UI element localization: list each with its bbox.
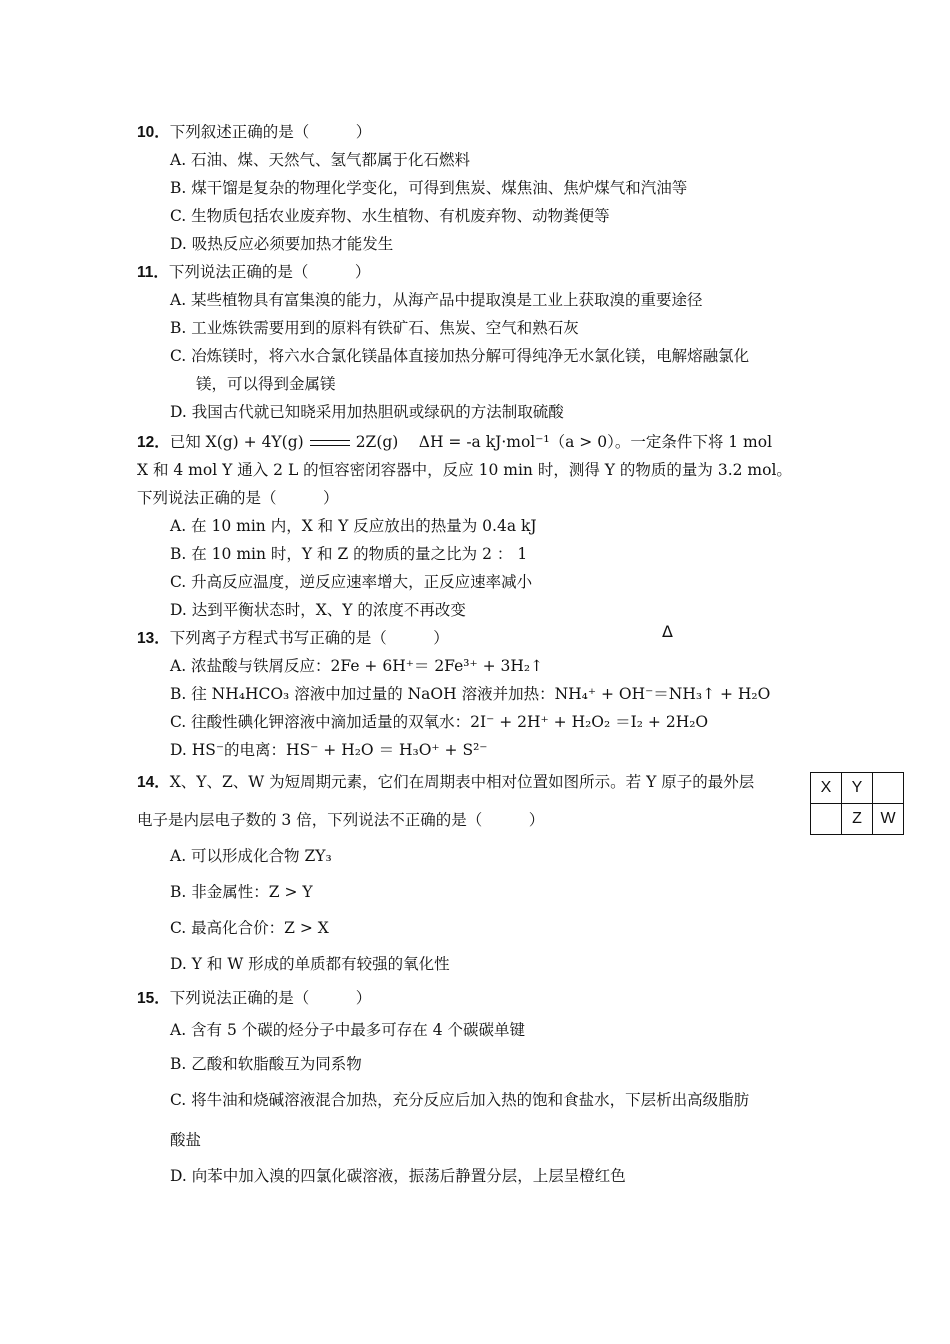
equation-left: 已知 X(g) + 4Y(g) [169, 433, 304, 451]
question-number: 10． [137, 124, 170, 141]
periodic-table-fragment [810, 772, 904, 835]
option-14-d: D. Y 和 W 形成的单质都有较强的氧化性 [170, 955, 450, 973]
table-cell [811, 804, 842, 835]
option-13-b: B. 往 NH₄HCO₃ 溶液中加过量的 NaOH 溶液并加热：NH₄⁺ + OH⁻＝NH₃↑ + H₂O [170, 685, 771, 703]
option-14-a: A. 可以形成化合物 ZY₃ [170, 847, 332, 865]
option-10-c: C. 生物质包括农业废弃物、水生植物、有机废弃物、动物粪便等 [170, 207, 610, 225]
option-10-b: B. 煤干馏是复杂的物理化学变化，可得到焦炭、煤焦油、焦炉煤气和汽油等 [170, 179, 688, 197]
question-text: 下列叙述正确的是（ ） [169, 123, 372, 141]
question-13-stem [137, 628, 449, 649]
option-14-b: B. 非金属性：Z > Y [170, 883, 313, 901]
question-15-stem [137, 988, 371, 1009]
option-11-d: D. 我国古代就已知晓采用加热胆矾或绿矾的方法制取硫酸 [170, 403, 564, 421]
question-number: 12． [137, 434, 170, 451]
heating-delta-symbol: Δ [662, 622, 673, 641]
question-11-stem [137, 262, 370, 283]
option-12-c: C. 升高反应温度，逆反应速率增大，正反应速率减小 [170, 573, 533, 591]
table-cell: X [811, 773, 842, 804]
option-11-c-continued: 镁，可以得到金属镁 [196, 375, 336, 393]
table-cell: Z [842, 804, 873, 835]
equation-right: 2Z(g) ΔH = -a kJ·mol⁻¹（a > 0）。一定条件下将 1 mol [355, 433, 773, 451]
table-cell: Y [842, 773, 873, 804]
question-number: 13． [137, 630, 170, 647]
option-15-b: B. 乙酸和软脂酸互为同系物 [170, 1055, 362, 1073]
option-11-a: A. 某些植物具有富集溴的能力，从海产品中提取溴是工业上获取溴的重要途径 [170, 291, 703, 309]
question-12-stem-line3: 下列说法正确的是（ ） [137, 489, 339, 507]
question-number: 14． [137, 774, 170, 791]
question-10-stem [137, 122, 371, 143]
question-14-stem-line2: 电子是内层电子数的 3 倍，下列说法不正确的是（ ） [137, 811, 545, 829]
question-text: 下列离子方程式书写正确的是（ ） [169, 629, 449, 647]
question-text: X、Y、Z、W 为短周期元素，它们在周期表中相对位置如图所示。若 Y 原子的最外层 [169, 773, 755, 791]
question-number: 11． [137, 264, 169, 281]
question-12-stem-line2: X 和 4 mol Y 通入 2 L 的恒容密闭容器中，反应 10 min 时，测得 Y 的物质的量为 3.2 mol。 [137, 461, 792, 479]
question-text: 下列说法正确的是（ ） [169, 989, 372, 1007]
option-12-b: B. 在 10 min 时，Y 和 Z 的物质的量之比为 2 ： 1 [170, 545, 528, 563]
option-15-c: C. 将牛油和烧碱溶液混合加热，充分反应后加入热的饱和食盐水，下层析出高级脂肪 [170, 1091, 750, 1109]
option-11-c: C. 冶炼镁时，将六水合氯化镁晶体直接加热分解可得纯净无水氯化镁，电解熔融氯化 [170, 347, 750, 365]
option-15-c-continued: 酸盐 [170, 1131, 202, 1149]
question-number: 15． [137, 990, 170, 1007]
option-12-a: A. 在 10 min 内，X 和 Y 反应放出的热量为 0.4a kJ [170, 517, 537, 535]
option-13-d: D. HS⁻的电离：HS⁻ + H₂O ＝ H₃O⁺ + S²⁻ [170, 741, 488, 759]
option-13-c: C. 往酸性碘化钾溶液中滴加适量的双氧水：2I⁻ + 2H⁺ + H₂O₂ ＝I₂ + 2H₂O [170, 713, 709, 731]
option-15-a: A. 含有 5 个碳的烃分子中最多可存在 4 个碳碳单键 [170, 1021, 525, 1039]
question-12-stem [137, 432, 772, 453]
table-cell [873, 773, 904, 804]
option-14-c: C. 最高化合价：Z > X [170, 919, 329, 937]
question-text: 下列说法正确的是（ ） [168, 263, 371, 281]
option-10-a: A. 石油、煤、天然气、氢气都属于化石燃料 [170, 151, 471, 169]
option-11-b: B. 工业炼铁需要用到的原料有铁矿石、焦炭、空气和熟石灰 [170, 319, 579, 337]
option-15-d: D. 向苯中加入溴的四氯化碳溶液，振荡后静置分层，上层呈橙红色 [170, 1167, 626, 1185]
table-cell: W [873, 804, 904, 835]
option-13-a: A. 浓盐酸与铁屑反应：2Fe + 6H⁺＝ 2Fe³⁺ + 3H₂↑ [170, 657, 544, 675]
option-12-d: D. 达到平衡状态时，X、Y 的浓度不再改变 [170, 601, 466, 619]
option-10-d: D. 吸热反应必须要加热才能发生 [170, 235, 394, 253]
equilibrium-arrow-icon [310, 437, 350, 449]
question-14-stem [137, 772, 754, 793]
